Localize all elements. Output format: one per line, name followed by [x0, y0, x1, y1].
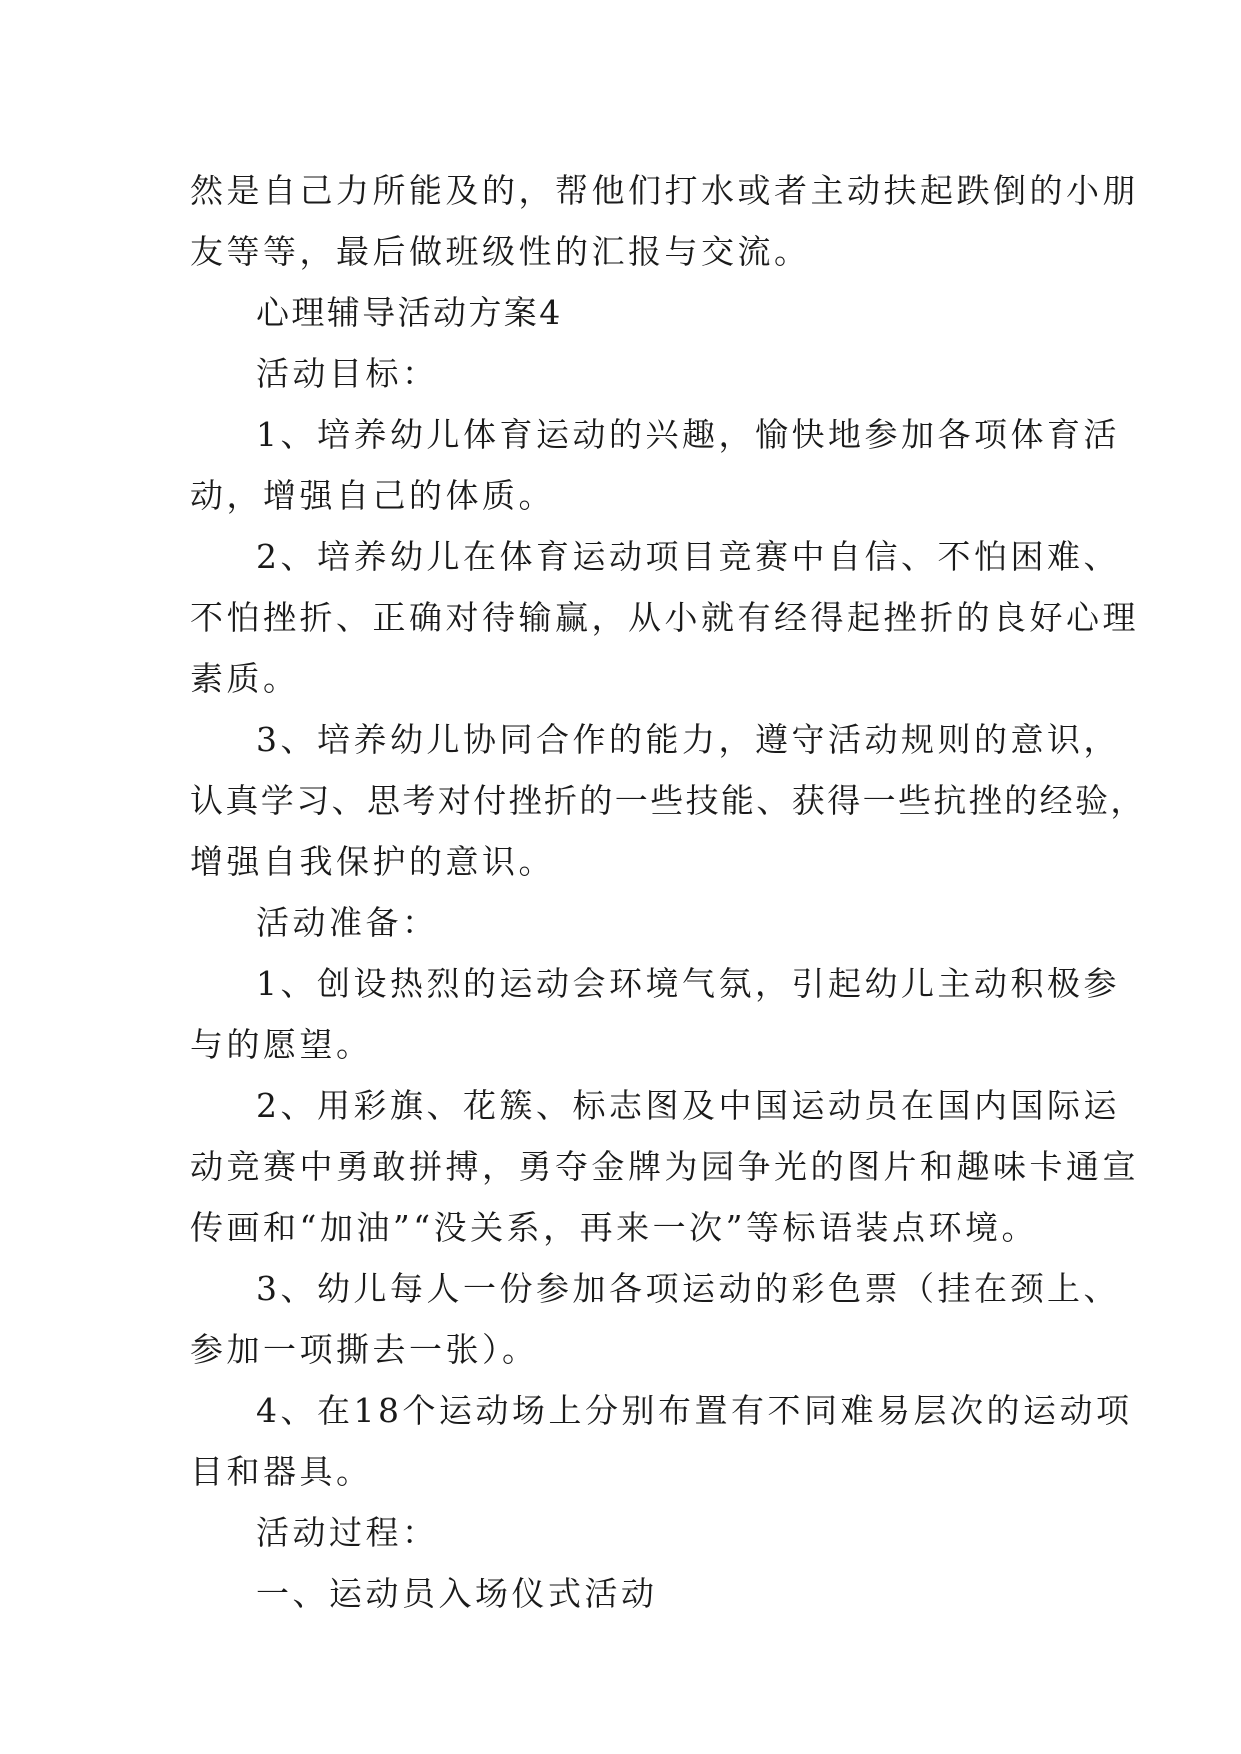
text-line: 传画和“加油”“没关系，再来一次”等标语装点环境。	[190, 1208, 1038, 1247]
text-line: 2、用彩旗、花簇、标志图及中国运动员在国内国际运	[256, 1086, 1120, 1125]
text-line: 参加一项撕去一张）。	[190, 1330, 539, 1369]
subheading-activity-preparation: 活动准备：	[256, 903, 439, 942]
subheading-activity-goals: 活动目标：	[256, 354, 439, 393]
text-line: 增强自我保护的意识。	[190, 842, 555, 881]
text-line: 目和器具。	[190, 1452, 373, 1491]
text-line: 2、培养幼儿在体育运动项目竞赛中自信、不怕困难、	[256, 537, 1120, 576]
text-line: 一、运动员入场仪式活动	[256, 1574, 658, 1613]
document-page	[190, 160, 1146, 1624]
text-line: 动竞赛中勇敢拼搏，勇夺金牌为园争光的图片和趣味卡通宣	[190, 1147, 1139, 1186]
text-line: 然是自己力所能及的，帮他们打水或者主动扶起跌倒的小朋	[190, 171, 1139, 210]
subheading-activity-process: 活动过程：	[256, 1513, 439, 1552]
text-line: 认真学习、思考对付挫折的一些技能、获得一些抗挫的经验，	[190, 781, 1146, 820]
text-line: 不怕挫折、正确对待输赢，从小就有经得起挫折的良好心理	[190, 598, 1139, 637]
text-line: 与的愿望。	[190, 1025, 373, 1064]
text-line: 4、在18个运动场上分别布置有不同难易层次的运动项	[256, 1391, 1133, 1430]
text-line: 3、幼儿每人一份参加各项运动的彩色票（挂在颈上、	[256, 1269, 1120, 1308]
text-line: 3、培养幼儿协同合作的能力，遵守活动规则的意识，	[256, 720, 1120, 759]
section-title: 心理辅导活动方案4	[256, 293, 563, 332]
text-line: 友等等，最后做班级性的汇报与交流。	[190, 232, 811, 271]
text-line: 动，增强自己的体质。	[190, 476, 555, 515]
text-line: 1、培养幼儿体育运动的兴趣，愉快地参加各项体育活	[256, 415, 1120, 454]
text-line: 素质。	[190, 659, 300, 698]
text-line: 1、创设热烈的运动会环境气氛，引起幼儿主动积极参	[256, 964, 1120, 1003]
